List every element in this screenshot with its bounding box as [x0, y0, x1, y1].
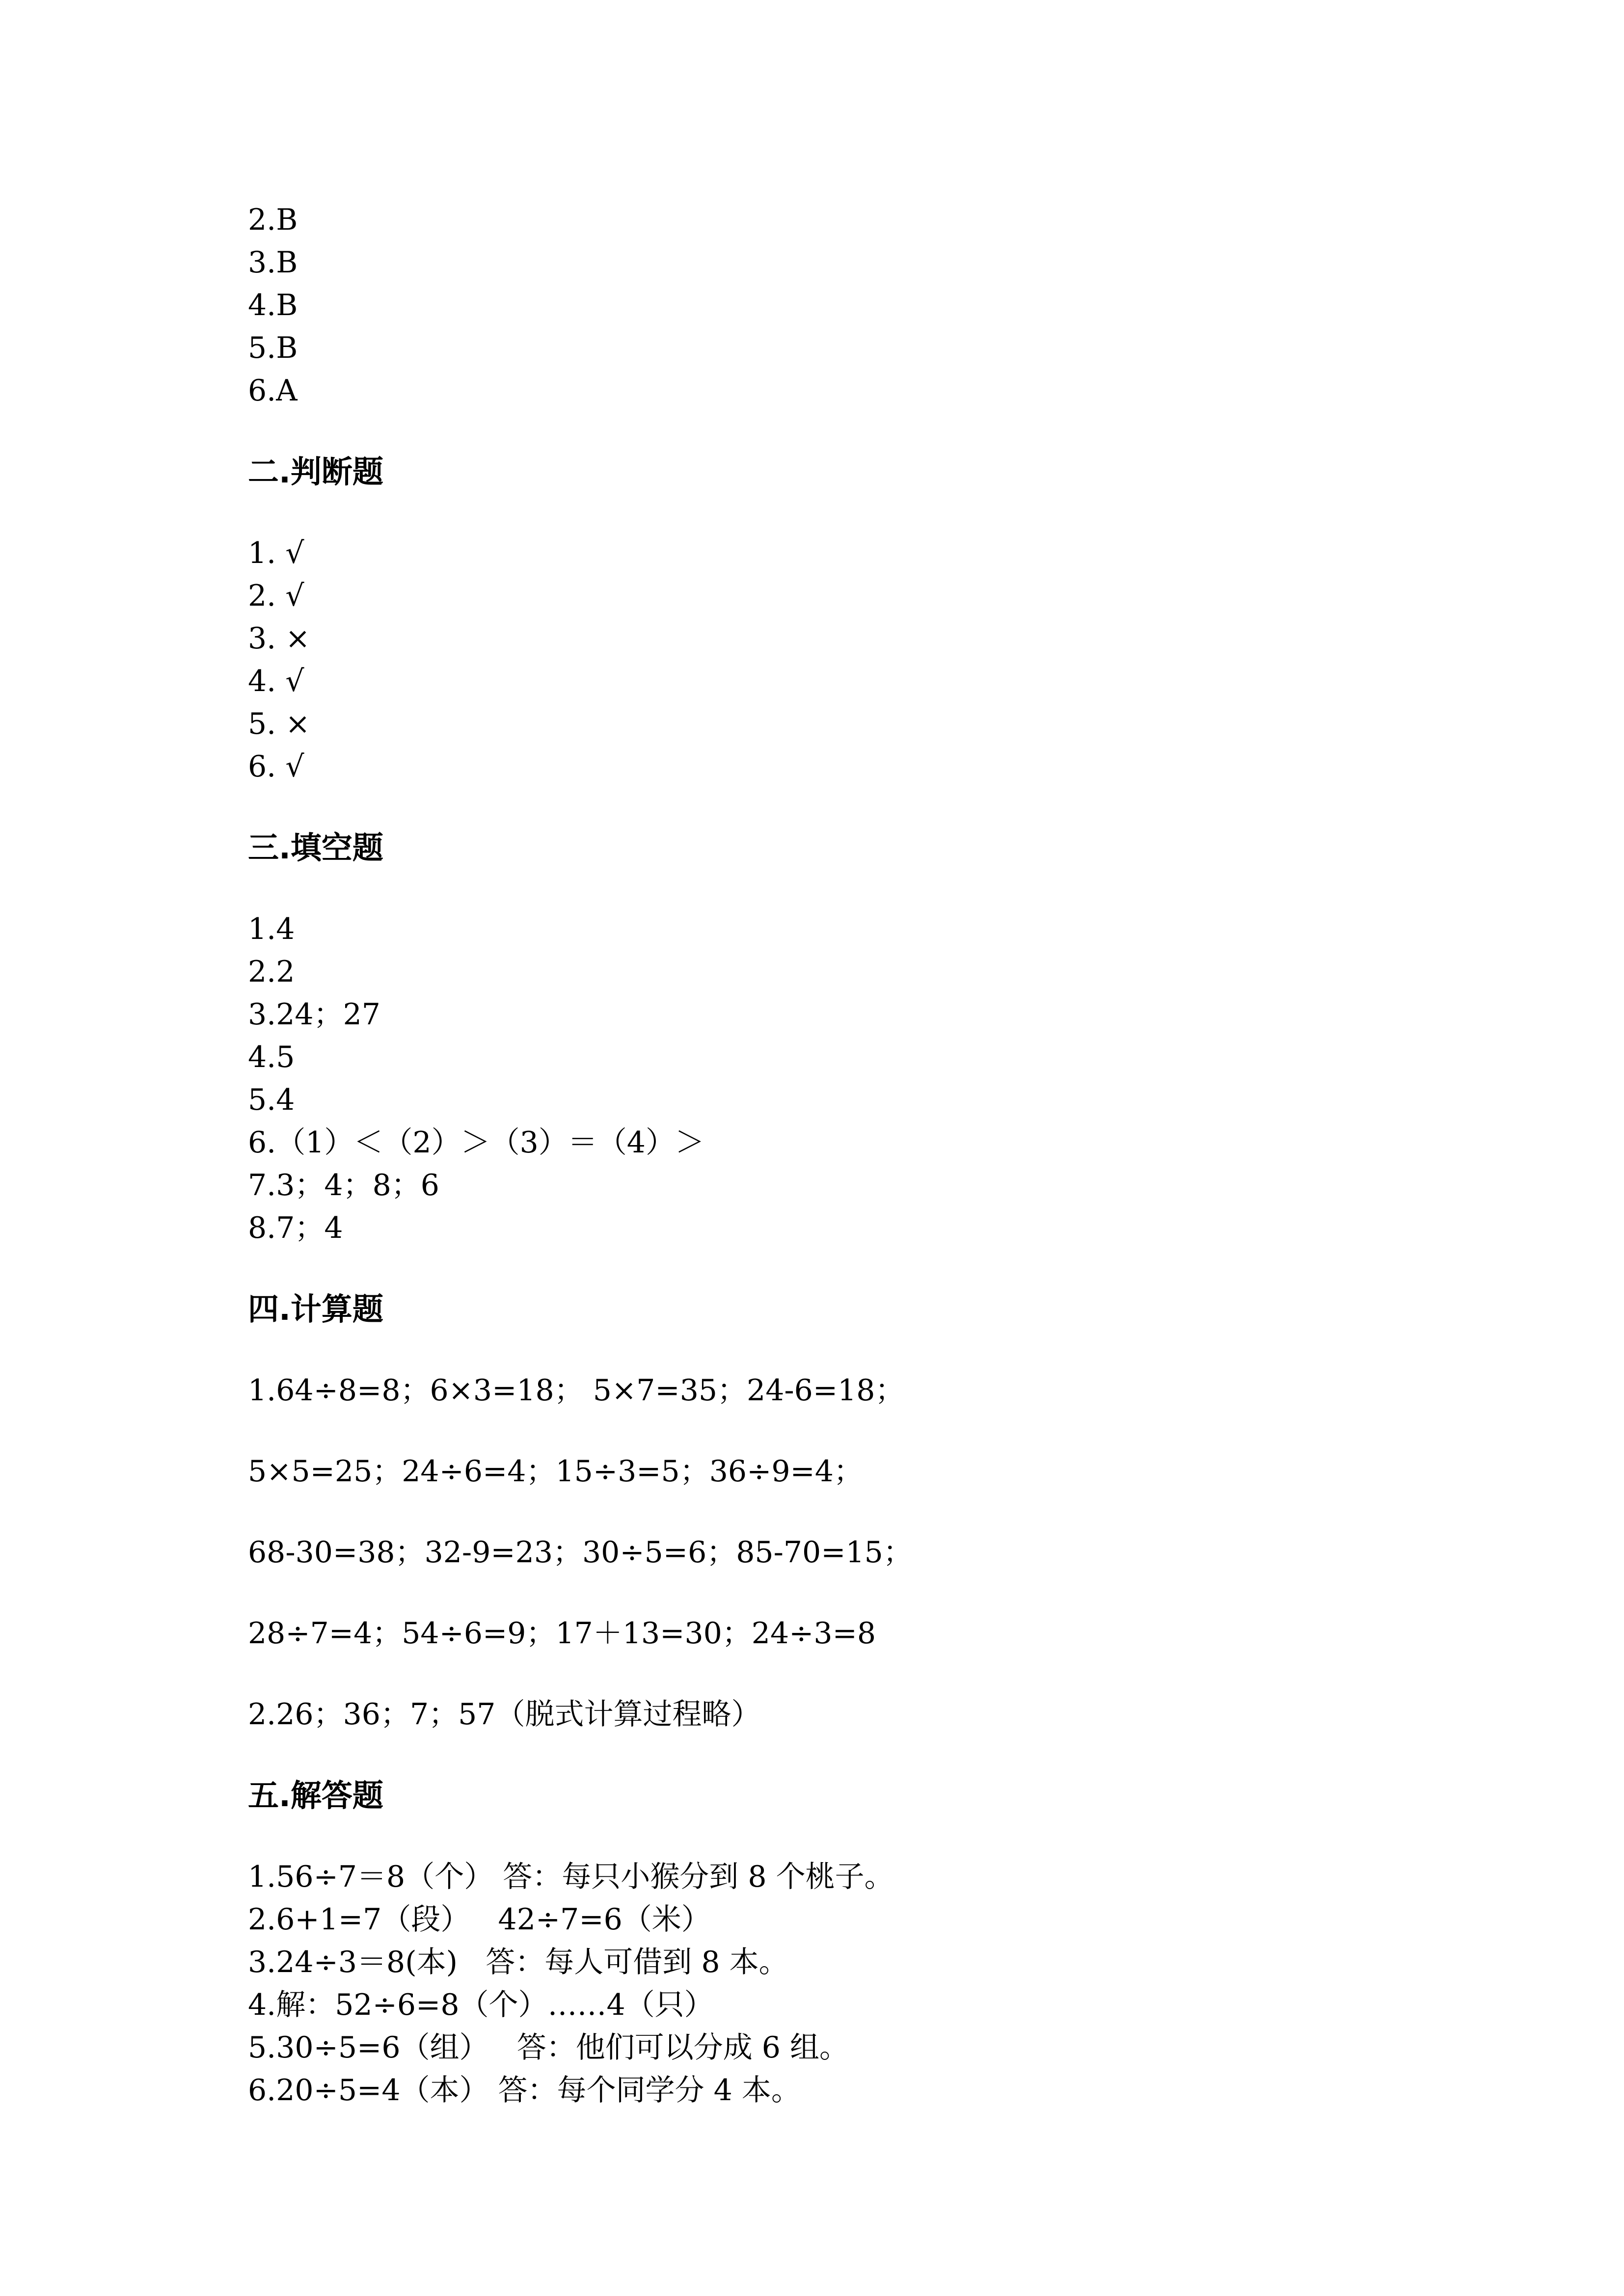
calculation-answer: 28÷7=4；54÷6=9；17＋13=30；24÷3=8 — [248, 1616, 876, 1651]
section-title-fill-blank: 三.填空题 — [248, 830, 383, 866]
calculation-answer: 5×5=25；24÷6=4；15÷3=5；36÷9=4； — [248, 1454, 863, 1489]
judgment-answer: 6. √ — [248, 749, 304, 784]
calculation-answer: 1.64÷8=8；6×3=18； 5×7=35；24-6=18； — [248, 1373, 905, 1408]
fill-blank-answer: 5.4 — [248, 1083, 295, 1117]
fill-blank-answer: 3.24；27 — [248, 997, 380, 1032]
fill-blank-answer: 2.2 — [248, 955, 295, 989]
calculation-answer: 2.26；36；7；57（脱式计算过程略） — [248, 1697, 761, 1732]
solution-answer: 5.30÷5=6（组） 答：他们可以分成 6 组。 — [248, 2030, 849, 2065]
section-title-solution: 五.解答题 — [248, 1778, 383, 1814]
solution-answer: 2.6+1=7（段） 42÷7=6（米） — [248, 1902, 711, 1937]
judgment-answer: 4. √ — [248, 664, 304, 698]
judgment-answer: 5. × — [248, 707, 310, 741]
fill-blank-answer: 8.7；4 — [248, 1211, 343, 1245]
choice-answer: 5.B — [248, 331, 298, 365]
fill-blank-answer: 1.4 — [248, 912, 295, 946]
choice-answer: 4.B — [248, 288, 298, 322]
solution-answer: 1.56÷7＝8（个） 答：每只小猴分到 8 个桃子。 — [248, 1860, 894, 1894]
fill-blank-answer: 6.（1）＜（2）＞（3）＝（4）＞ — [248, 1125, 704, 1160]
solution-answer: 6.20÷5=4（本） 答：每个同学分 4 本。 — [248, 2073, 801, 2108]
solution-answer: 4.解：52÷6=8（个）……4（只） — [248, 1988, 714, 2022]
choice-answer: 6.A — [248, 374, 298, 408]
calculation-answer: 68-30=38；32-9=23；30÷5=6；85-70=15； — [248, 1535, 913, 1570]
choice-answer: 2.B — [248, 203, 298, 237]
fill-blank-answer: 4.5 — [248, 1040, 295, 1074]
judgment-answer: 3. × — [248, 621, 310, 656]
section-title-judgment: 二.判断题 — [248, 454, 383, 490]
judgment-answer: 2. √ — [248, 579, 304, 613]
fill-blank-answer: 7.3；4；8；6 — [248, 1168, 439, 1202]
section-title-calculation: 四.计算题 — [248, 1291, 383, 1327]
solution-answer: 3.24÷3＝8(本) 答：每人可借到 8 本。 — [248, 1945, 788, 1979]
choice-answer: 3.B — [248, 245, 298, 280]
judgment-answer: 1. √ — [248, 536, 304, 570]
